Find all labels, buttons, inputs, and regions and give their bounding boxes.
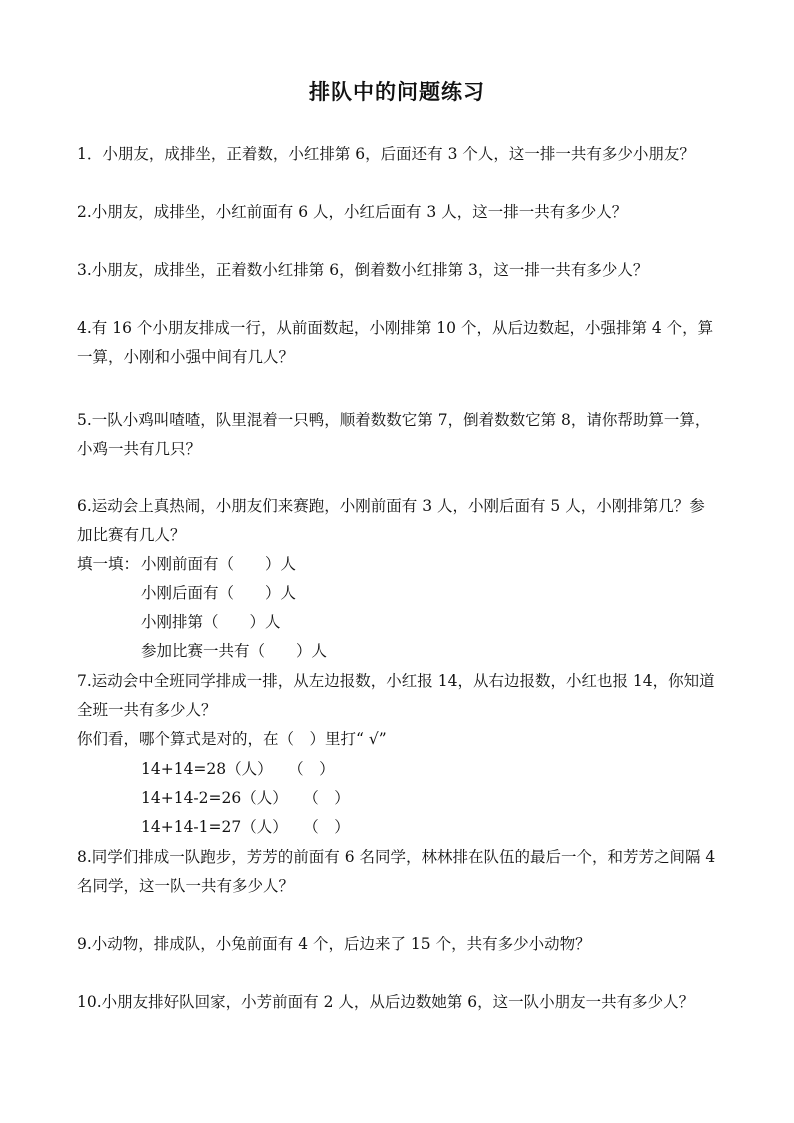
question-8-line-2: 名同学，这一队一共有多少人？ bbox=[77, 877, 295, 895]
choose-instruction: 你们看，哪个算式是对的，在（ ）里打“ √” bbox=[77, 730, 387, 748]
fill-in-item-2: 小刚后面有（ ）人 bbox=[141, 584, 297, 602]
choose-item-2: 14+14-2=26（人） （ ） bbox=[141, 789, 350, 807]
fill-in-item-4: 参加比赛一共有（ ）人 bbox=[141, 642, 328, 660]
fill-in-label: 填一填： bbox=[77, 555, 140, 573]
choose-item-1: 14+14=28（人） （ ） bbox=[141, 760, 335, 778]
question-6-line-2: 加比赛有几人？ bbox=[77, 526, 186, 544]
question-4-line-1: 4.有 16 个小朋友排成一行，从前面数起，小刚排第 10 个，从后边数起，小强排第 4 个，算 bbox=[77, 319, 714, 337]
question-3: 3.小朋友，成排坐，正着数小红排第 6，倒着数小红排第 3，这一排一共有多少人？ bbox=[77, 261, 649, 279]
question-1: 1．小朋友，成排坐，正着数，小红排第 6，后面还有 3 个人，这一排一共有多少小朋友？ bbox=[77, 145, 695, 163]
fill-in-item-1: 小刚前面有（ ）人 bbox=[141, 555, 297, 573]
question-9: 9.小动物，排成队，小兔前面有 4 个，后边来了 15 个，共有多少小动物？ bbox=[77, 935, 591, 953]
question-5-line-2: 小鸡一共有几只？ bbox=[77, 440, 202, 458]
question-5-line-1: 5.一队小鸡叫喳喳，队里混着一只鸭，顺着数数它第 7，倒着数数它第 8，请你帮助算一算， bbox=[77, 411, 711, 429]
choose-item-3: 14+14-1=27（人） （ ） bbox=[141, 818, 350, 836]
question-4-line-2: 一算，小刚和小强中间有几人？ bbox=[77, 348, 295, 366]
question-7-line-2: 全班一共有多少人？ bbox=[77, 701, 217, 719]
fill-in-item-3: 小刚排第（ ）人 bbox=[141, 613, 281, 631]
page-title: 排队中的问题练习 bbox=[309, 80, 485, 104]
question-7-line-1: 7.运动会中全班同学排成一排，从左边报数，小红报 14，从右边报数，小红也报 14，你知道 bbox=[77, 672, 715, 690]
question-8-line-1: 8.同学们排成一队跑步，芳芳的前面有 6 名同学，林林排在队伍的最后一个，和芳芳之间隔 4 bbox=[77, 848, 716, 866]
question-2: 2.小朋友，成排坐，小红前面有 6 人，小红后面有 3 人，这一排一共有多少人？ bbox=[77, 203, 628, 221]
question-6-line-1: 6.运动会上真热闹，小朋友们来赛跑，小刚前面有 3 人，小刚后面有 5 人，小刚排第几？参 bbox=[77, 497, 705, 515]
question-10: 10.小朋友排好队回家，小芳前面有 2 人，从后边数她第 6，这一队小朋友一共有多少人？ bbox=[77, 993, 695, 1011]
